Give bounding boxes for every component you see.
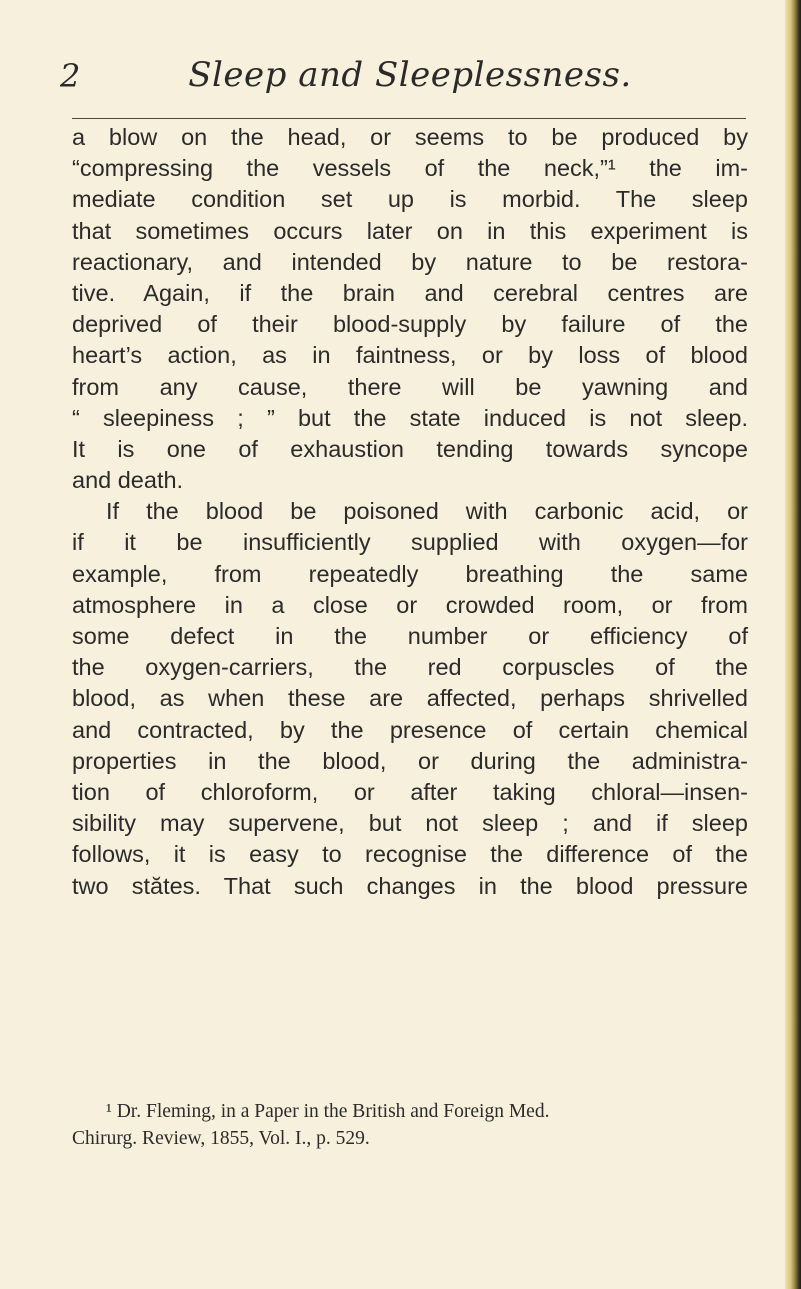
text-line: if it be insufficiently supplied with oxygen—for [72, 529, 748, 556]
text-line: It is one of exhaustion tending towards syncope [72, 435, 748, 462]
text-line: deprived of their blood-supply by failure of the [72, 311, 748, 338]
text-line: tion of chloroform, or after taking chloral—insen- [72, 778, 748, 805]
text-line: atmosphere in a close or crowded room, or from [72, 591, 748, 618]
footnote-line: ¹ Dr. Fleming, in a Paper in the British and Foreign Med. [106, 1101, 550, 1122]
text-line: the oxygen-carriers, the red corpuscles of the [72, 654, 748, 681]
text-line: and contracted, by the presence of certain chemical [72, 716, 748, 743]
text-line: “ sleepiness ; ” but the state induced is not sleep. [72, 404, 748, 431]
text-line: example, from repeatedly breathing the same [72, 560, 748, 587]
footnotes [72, 1098, 748, 1152]
text-line: mediate condition set up is morbid. The sleep [72, 186, 748, 213]
footnote-line: Chirurg. Review, 1855, Vol. I., p. 529. [72, 1128, 370, 1149]
text-line: blood, as when these are affected, perhaps shrivelled [72, 685, 748, 712]
text-line: some defect in the number or efficiency of [72, 623, 748, 649]
page-header [60, 55, 760, 103]
text-line: two stătes. That such changes in the blood pressure [72, 872, 748, 899]
text-line: reactionary, and intended by nature to be restora- [72, 248, 748, 275]
page-number: 2 [60, 57, 81, 95]
text-line: a blow on the head, or seems to be produced by [72, 124, 748, 150]
text-line: properties in the blood, or during the administra- [72, 747, 748, 774]
text-line: heart’s action, as in faintness, or by loss of blood [72, 342, 748, 369]
running-title: Sleep and Sleeplessness. [188, 55, 632, 95]
text-line: If the blood be poisoned with carbonic acid, or [106, 498, 748, 525]
text-line: from any cause, there will be yawning and [72, 373, 748, 400]
text-line: follows, it is easy to recognise the difference of the [72, 841, 748, 868]
header-rule [72, 118, 746, 119]
text-line: “compressing the vessels of the neck,”¹ the im- [72, 155, 748, 182]
text-line: that sometimes occurs later on in this experiment is [72, 217, 748, 244]
page-edge-shadow [785, 0, 801, 1289]
body-text [72, 122, 748, 902]
text-line: and death. [72, 467, 184, 494]
text-line: sibility may supervene, but not sleep ; and if sleep [72, 810, 748, 837]
text-line: tive. Again, if the brain and cerebral centres are [72, 279, 748, 306]
